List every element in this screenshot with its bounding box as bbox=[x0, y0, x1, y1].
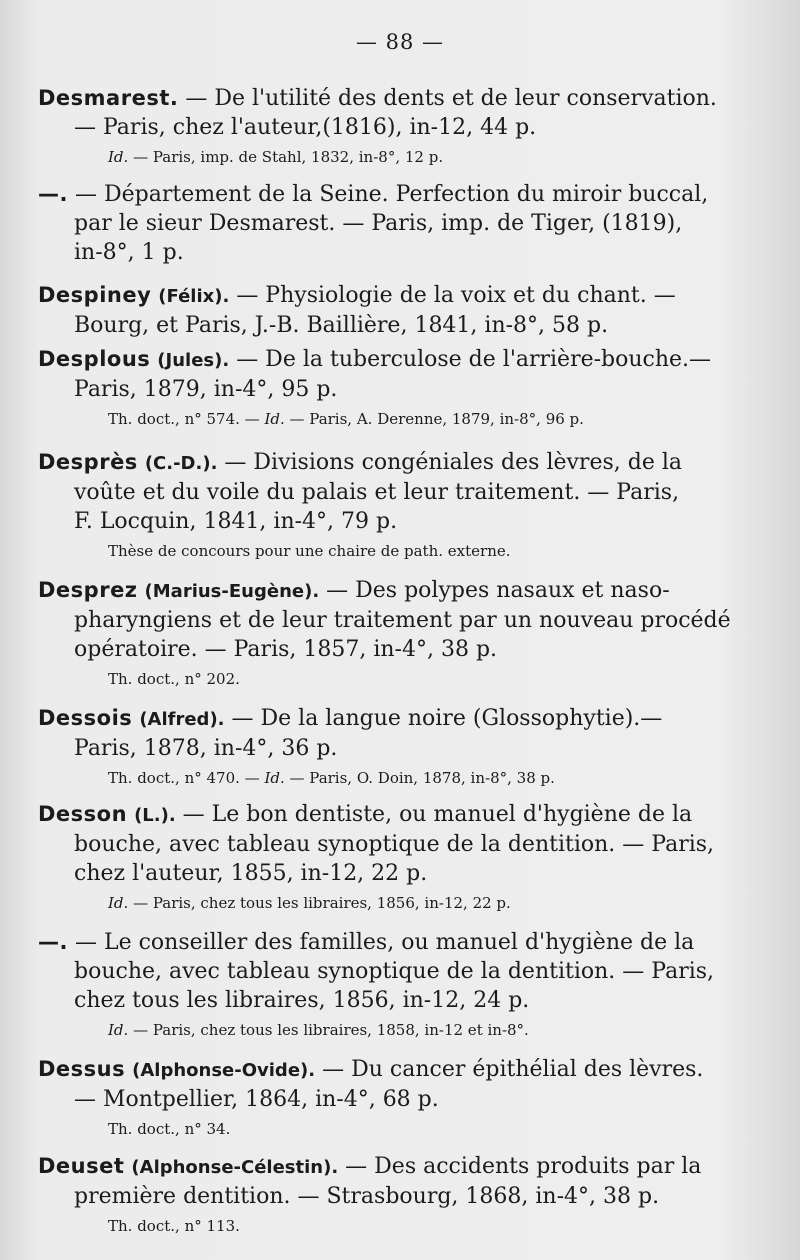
entry-first-line bbox=[38, 928, 750, 957]
entry-firstname: (Alphonse-Ovide). bbox=[132, 1060, 316, 1081]
entry-text: — Le bon dentiste, ou manuel d'hygiène de la bbox=[182, 802, 693, 827]
entry-note bbox=[38, 408, 750, 430]
bibliography-entry bbox=[38, 928, 750, 1041]
entry-author: Desprès bbox=[38, 450, 138, 474]
entry-author: Dessois bbox=[38, 706, 133, 730]
note-text: — Paris, chez tous les libraires, 1858, in-12 et in-8°. bbox=[128, 1021, 529, 1039]
entry-text: bouche, avec tableau synoptique de la dentition. — Paris, bbox=[74, 959, 715, 984]
entry-text: — Des polypes nasaux et naso- bbox=[326, 578, 670, 603]
note-text: Th. doct., n° 470. — bbox=[108, 769, 265, 787]
entry-text: — De l'utilité des dents et de leur conservation. bbox=[185, 86, 717, 111]
entry-text: — Des accidents produits par la bbox=[345, 1154, 702, 1179]
entry-note bbox=[38, 1118, 750, 1140]
entry-firstname: (C.-D.). bbox=[144, 453, 218, 474]
note-ibid: Id. bbox=[108, 1021, 129, 1039]
entry-text: Bourg, et Paris, J.-B. Baillière, 1841, in-8°, 58 p. bbox=[74, 313, 609, 338]
entry-first-line bbox=[38, 180, 750, 209]
entry-author: Desson bbox=[38, 802, 128, 826]
note-text: Th. doct., n° 34. bbox=[108, 1120, 231, 1138]
entry-first-line bbox=[38, 448, 750, 478]
bibliography-entry bbox=[38, 345, 750, 430]
entry-note bbox=[38, 1019, 750, 1041]
bibliography-entry bbox=[38, 704, 750, 789]
entry-text: chez tous les libraires, 1856, in-12, 24 p. bbox=[74, 988, 530, 1013]
entry-text: pharyngiens et de leur traitement par un nouveau procédé bbox=[74, 608, 731, 633]
entry-text: — Département de la Seine. Perfection du miroir buccal, bbox=[74, 182, 709, 207]
note-ibid: Id. bbox=[264, 410, 285, 428]
entry-first-line bbox=[38, 345, 750, 375]
note-text: — Paris, imp. de Stahl, 1832, in-8°, 12 p. bbox=[128, 148, 444, 166]
entry-first-line bbox=[38, 84, 750, 113]
entry-firstname: (Marius-Eugène). bbox=[144, 581, 320, 602]
entry-author: Desmarest. bbox=[38, 86, 179, 110]
bibliography-entry bbox=[38, 1152, 750, 1237]
entry-text: — Divisions congéniales des lèvres, de la bbox=[224, 450, 682, 475]
entry-text: F. Locquin, 1841, in-4°, 79 p. bbox=[74, 509, 398, 534]
entry-text: opératoire. — Paris, 1857, in-4°, 38 p. bbox=[74, 637, 498, 662]
entry-first-line bbox=[38, 1152, 750, 1182]
entry-note bbox=[38, 892, 750, 914]
entry-text: première dentition. — Strasbourg, 1868, in-4°, 38 p. bbox=[74, 1184, 660, 1209]
note-text: Thèse de concours pour une chaire de path. externe. bbox=[108, 542, 511, 560]
bibliography-entry bbox=[38, 1055, 750, 1140]
entry-author: Desprez bbox=[38, 578, 138, 602]
entry-author: Despiney bbox=[38, 283, 152, 307]
entry-first-line bbox=[38, 576, 750, 606]
note-text: — Paris, O. Doin, 1878, in-8°, 38 p. bbox=[284, 769, 555, 787]
bibliography-entry bbox=[38, 281, 750, 340]
entry-author: Desplous bbox=[38, 347, 151, 371]
entry-note bbox=[38, 1215, 750, 1237]
entry-text: — Du cancer épithélial des lèvres. bbox=[322, 1057, 704, 1082]
entry-text: — Paris, chez l'auteur,(1816), in-12, 44 p. bbox=[74, 115, 537, 140]
entry-text: — Montpellier, 1864, in-4°, 68 p. bbox=[74, 1087, 439, 1112]
entry-text: chez l'auteur, 1855, in-12, 22 p. bbox=[74, 861, 428, 886]
bibliography-entry bbox=[38, 800, 750, 914]
entry-text: par le sieur Desmarest. — Paris, imp. de Tiger, (1819), bbox=[74, 211, 683, 236]
note-text: Th. doct., n° 574. — bbox=[108, 410, 265, 428]
entry-author: Dessus bbox=[38, 1057, 126, 1081]
entry-author: —. bbox=[38, 182, 68, 206]
entry-text: bouche, avec tableau synoptique de la dentition. — Paris, bbox=[74, 832, 715, 857]
entry-author: —. bbox=[38, 930, 68, 954]
bibliography-entry bbox=[38, 84, 750, 168]
entry-text: — De la tuberculose de l'arrière-bouche.— bbox=[236, 347, 712, 372]
entry-firstname: (Alfred). bbox=[139, 709, 225, 730]
entry-author: Deuset bbox=[38, 1154, 125, 1178]
note-text: — Paris, chez tous les libraires, 1856, in-12, 22 p. bbox=[128, 894, 511, 912]
note-text: Th. doct., n° 113. bbox=[108, 1217, 240, 1235]
bibliography-entry bbox=[38, 576, 750, 690]
entry-firstname: (Alphonse-Célestin). bbox=[131, 1157, 339, 1178]
entry-text: voûte et du voile du palais et leur traitement. — Paris, bbox=[74, 480, 680, 505]
entry-text: Paris, 1878, in-4°, 36 p. bbox=[74, 736, 338, 761]
entry-firstname: (L.). bbox=[134, 805, 176, 826]
bibliography-entry bbox=[38, 448, 750, 562]
entry-text: in-8°, 1 p. bbox=[74, 240, 184, 265]
entry-first-line bbox=[38, 281, 750, 311]
note-ibid: Id. bbox=[108, 148, 129, 166]
entry-note bbox=[38, 767, 750, 789]
note-text: Th. doct., n° 202. bbox=[108, 670, 240, 688]
entry-text: — De la langue noire (Glossophytie).— bbox=[231, 706, 663, 731]
page-number: — 88 — bbox=[355, 30, 445, 54]
entry-note bbox=[38, 668, 750, 690]
entry-text: — Le conseiller des familles, ou manuel d'hygiène de la bbox=[74, 930, 695, 955]
entry-text: Paris, 1879, in-4°, 95 p. bbox=[74, 377, 338, 402]
note-text: — Paris, A. Derenne, 1879, in-8°, 96 p. bbox=[284, 410, 584, 428]
entry-text: — Physiologie de la voix et du chant. — bbox=[236, 283, 676, 308]
entry-note bbox=[38, 146, 750, 168]
bibliography-entry bbox=[38, 180, 750, 267]
note-ibid: Id. bbox=[108, 894, 129, 912]
entry-first-line bbox=[38, 1055, 750, 1085]
entry-note bbox=[38, 540, 750, 562]
note-ibid: Id. bbox=[264, 769, 285, 787]
entry-first-line bbox=[38, 704, 750, 734]
entry-firstname: (Jules). bbox=[157, 350, 230, 371]
entry-first-line bbox=[38, 800, 750, 830]
entry-firstname: (Félix). bbox=[158, 286, 230, 307]
